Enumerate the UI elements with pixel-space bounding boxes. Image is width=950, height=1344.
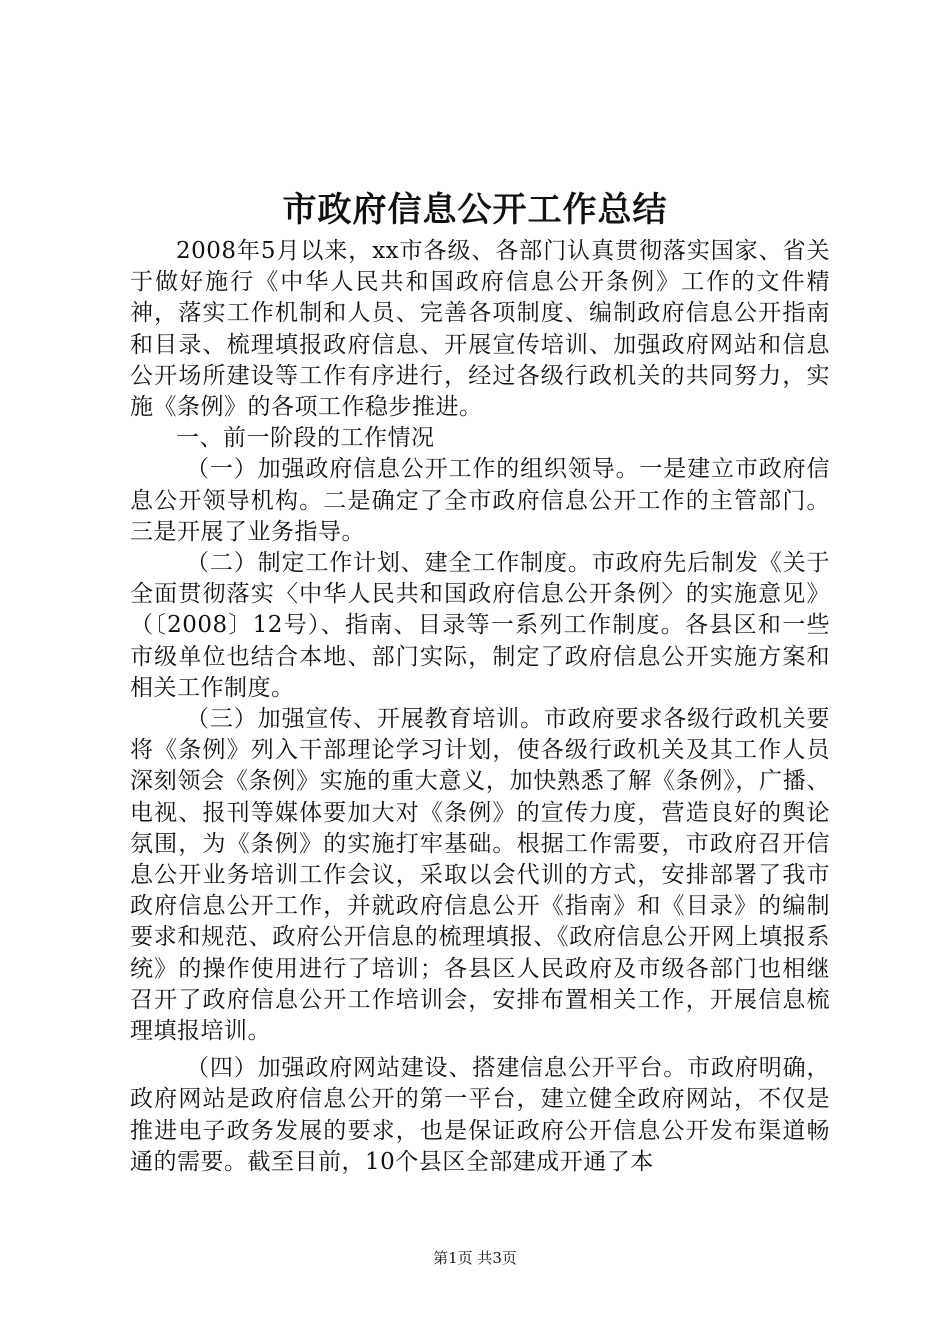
subsection-paragraph-3: （三）加强宣传、开展教育培训。市政府要求各级行政机关要将《条例》列入干部理论学习计划，使各级行政机关及其工作人员深刻领会《条例》实施的重大意义，加快熟悉了解《条例》，广播、电视、报刊等媒体要加大对《条例》的宣传力度，营造良好的舆论氛围，为《条例》的实施打牢基础。根据工作需要，市政府召开信息公开业务培训工作会议，采取以会代训的方式，安排部署了我市政府信息公开工作，并就政府信息公开《指南》和《目录》的编制要求和规范、政府公开信息的梳理填报、《政府信息公开网上填报系统》的操作使用进行了培训；各县区人民政府及市级各部门也相继召开了政府信息公开工作培训会，安排布置相关工作，开展信息梳理填报培训。 [130,706,830,1045]
page-footer: 第1页 共3页 [433,1249,517,1267]
intro-paragraph: 2008年5月以来，xx市各级、各部门认真贯彻落实国家、省关于做好施行《中华人民共和国政府信息公开条例》工作的文件精神，落实工作机制和人员、完善各项制度、编制政府信息公开指南和目录、梳理填报政府信息、开展宣传培训、加强政府网站和信息公开场所建设等工作有序进行，经过各级行政机关的共同努力，实施《条例》的各项工作稳步推进。 [130,238,830,421]
subsection-paragraph-1: （一）加强政府信息公开工作的组织领导。一是建立市政府信息公开领导机构。二是确定了全市政府信息公开工作的主管部门。三是开展了业务指导。 [130,456,830,545]
document-body [130,236,830,1178]
document-title: 市政府信息公开工作总结 [282,190,668,230]
section-heading: 一、前一阶段的工作情况 [176,425,435,452]
subsection-paragraph-2: （二）制定工作计划、建全工作制度。市政府先后制发《关于全面贯彻落实〈中华人民共和国政府信息公开条例〉的实施意见》（〔2008〕12号）、指南、目录等一系列工作制度。各县区和一些市级单位也结合本地、部门实际，制定了政府信息公开实施方案和相关工作制度。 [130,550,830,701]
subsection-paragraph-4: （四）加强政府网站建设、搭建信息公开平台。市政府明确，政府网站是政府信息公开的第一平台，建立健全政府网站，不仅是推进电子政务发展的要求，也是保证政府公开信息公开发布渠道畅通的需要。截至目前，10个县区全部建成开通了本 [130,1055,830,1175]
